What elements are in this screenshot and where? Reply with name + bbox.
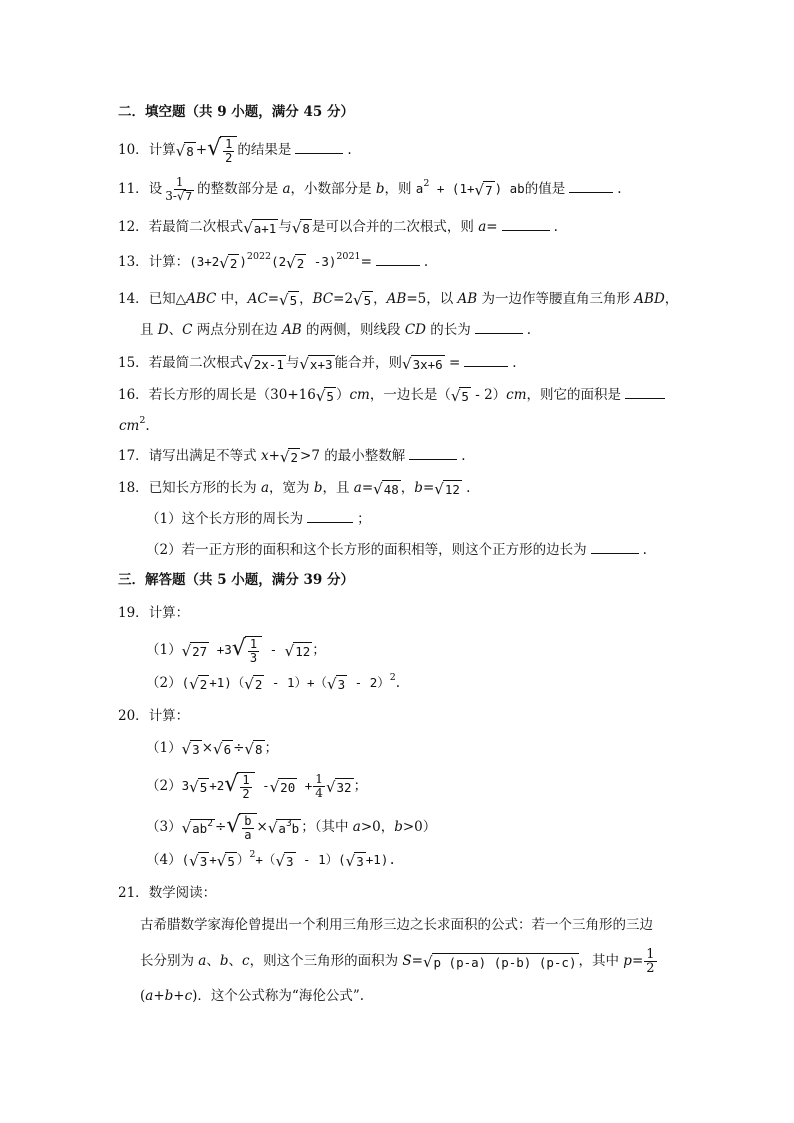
period: . [642,542,647,558]
radical: √ 5 [279,290,298,309]
part-label: （1） [146,740,182,756]
question-21-line-3 [140,986,364,1006]
radical: √ 12 [434,479,460,498]
question-text: =2 [333,291,354,307]
radical: √ 5 [353,290,372,309]
radical: √ $\frac{1}{3}$ [232,636,262,665]
question-19 [118,603,189,623]
question-text: ， [299,291,313,307]
fraction: 1 3- √ 7 [165,175,193,203]
question-16-line-1 [118,385,669,405]
expression: ( [181,852,190,867]
question-14-line-2 [140,320,531,340]
question-20-part-2 [146,772,367,801]
question-number: 17． [118,448,149,464]
triangle-label: ABC [186,291,217,307]
radical: √ 2 [219,253,238,272]
variable-b: b [375,181,385,197]
unit-label: cm [506,387,527,403]
period: . [617,181,622,197]
question-text: 设 [148,181,163,197]
radical: √ 5 [315,386,334,405]
radical: √ 3 [327,674,346,693]
question-text: >0） [402,819,437,835]
point-label: C [182,322,193,338]
expression: + (1+ [429,181,475,196]
question-number: 21． [118,885,149,901]
expression: + [297,778,313,793]
punctuation: ； [357,511,371,527]
operator: = [267,291,280,307]
question-number: 15． [118,355,149,371]
question-text: 的两侧，则线段 [301,322,405,338]
question-number: 12． [118,219,149,235]
period: . [526,322,532,338]
operator: = [422,480,435,496]
part-label: （3） [146,819,182,835]
answer-blank[interactable] [502,218,550,231]
radical: √ 27 [181,641,208,660]
fraction: $\frac{1}{3}$ [249,637,258,665]
segment-label: BC [312,291,334,307]
question-number: 19． [118,605,149,621]
expression: - 1）+（ [264,675,328,690]
question-text: 若长方形的周长是（30+16 [148,387,316,403]
variable-p: p [623,953,632,969]
question-text: ，则 [384,181,416,197]
question-text: >0， [360,819,395,835]
exponent: 2022 [246,251,272,262]
segment-label: AC [247,291,268,307]
radical: √ 3 [275,851,294,870]
radical: √ $\frac{b}{a}$ [226,813,256,842]
variable-b: b [414,480,423,496]
question-13 [118,252,428,272]
question-text: ，且 [322,480,354,496]
question-text: ，一边长是（ [369,387,451,403]
question-12 [118,217,558,237]
variable-a: a [352,819,361,835]
period: . [395,675,401,691]
radical: √ 2 [279,447,299,466]
question-text: 已知△ [148,291,187,307]
expression: +1)（ [209,675,245,690]
segment-label: AB [457,291,478,307]
answer-blank[interactable] [475,321,523,334]
radical: √ 2 [244,674,263,693]
radical: √ 5 [216,851,235,870]
question-21-line-1: 古希腊数学家海伦曾提出一个利用三角形三边之长求面积的公式：若一个三角形的三边 [140,917,653,933]
question-text: )．这个公式称为“海伦公式”. [192,988,365,1004]
question-text: 两点分别在边 [192,322,283,338]
radical: √ 2x-1 [243,354,284,373]
radical: √ 2 [286,253,305,272]
operator: + [195,142,208,158]
question-number: 14． [118,291,149,307]
exponent: 2 [423,178,430,189]
expression: 3 [181,778,190,793]
question-15 [118,353,517,373]
expression: -3) [306,254,337,269]
radical: √ 5 [450,386,469,405]
question-text: 计算： [148,254,190,270]
expression: + [209,852,217,867]
exponent: 2021 [336,251,361,262]
point-label: D [157,322,169,338]
question-text: ，小数部分是 [290,181,376,197]
expression: a [415,181,424,196]
unit-label: cm [119,418,140,434]
radical: √ 32 [325,777,352,796]
period: . [512,355,517,371]
operator: = [411,953,423,969]
question-text: 长分别为 [140,953,199,969]
question-text: 的整数部分是 [197,181,283,197]
question-text: ） [335,387,350,403]
question-text: - 2） [470,387,507,403]
expression: - [254,778,270,793]
radical: √ $\frac{1}{2}$ [207,136,237,165]
expression: ) ab [494,181,525,196]
operator: = [486,219,498,235]
question-18-part-1 [146,509,371,529]
expression: ） [236,852,250,867]
punctuation: 、 [228,953,243,969]
answer-blank[interactable] [591,541,639,554]
variable-a: a [478,219,487,235]
expression: - 2） [347,675,390,690]
question-text: 已知长方形的长为 [148,480,261,496]
question-text: 请写出满足不等式 [148,448,261,464]
radical: √ $ab^2$ [181,817,213,837]
expression: - 1）( [295,852,346,867]
question-18 [118,478,470,498]
question-text: =5，以 [406,291,458,307]
question-text: ， [373,291,387,307]
operator: = [631,953,644,969]
radical: √ 3 [181,739,200,758]
section-heading-fill-blank: 二．填空题（共 9 小题，满分 45 分） [118,104,354,120]
question-text: 的值是 [524,181,566,197]
answer-blank[interactable] [409,447,457,460]
period: . [461,480,471,496]
question-11 [118,176,622,203]
period: . [423,254,429,270]
question-16-line-2 [119,416,150,436]
punctuation: ； [264,740,278,756]
question-text: ；（其中 [301,819,353,835]
answer-blank[interactable] [569,180,613,193]
radical: √ 8 [291,218,310,237]
question-number: 13． [118,254,149,270]
segment-label: CD [404,322,426,338]
part-label: （2） [146,675,182,691]
question-20-part-4 [146,850,396,870]
question-21-line-2 [140,948,658,975]
fraction: $\frac{1}{2}$ [646,947,655,976]
answer-blank[interactable] [376,253,420,266]
period: . [461,448,466,464]
radical: √ 12 [284,641,311,660]
radical: √ $a^3b$ [267,817,300,837]
period: . [145,418,150,434]
question-text: ，则它的面积是 [526,387,622,403]
variable-a: a [198,953,207,969]
question-text: 是可以合并的二次根式，则 [311,219,479,235]
question-number: 18． [118,480,149,496]
question-10 [118,136,352,165]
variable-s: S [402,953,412,969]
operator: = [360,254,372,270]
operator: × [201,740,213,756]
question-text: 数学阅读： [148,885,217,901]
question-number: 11． [118,181,149,197]
fraction: $\frac{1}{4}$ [315,772,323,800]
fraction: $\frac{1}{2}$ [242,773,250,801]
expression: ( [181,675,190,690]
radical: √ 5 [189,777,208,796]
question-text: 的长为 [425,322,471,338]
variable-b: b [219,953,229,969]
radical: √ 3 [189,851,208,870]
operator: ÷ [214,819,227,835]
question-21 [118,883,216,903]
question-text: 为一边作等腰直角三角形 [477,291,635,307]
punctuation: 、 [206,953,220,969]
question-text: （1）这个长方形的周长为 [146,511,304,527]
question-text: 能合并，则 [334,355,402,371]
radical: √ 3x+6 [402,354,443,373]
expression: +2 [209,778,225,793]
question-text: 与 [285,355,300,371]
radical: √ 48 [373,479,399,498]
section-heading-solutions: 三．解答题（共 5 小题，满分 39 分） [118,572,354,588]
segment-label: AB [386,291,407,307]
unit-label: cm [349,387,370,403]
expression: a+b+c [145,988,193,1004]
question-text: 若最简二次根式 [148,219,244,235]
part-label: （2） [146,778,182,794]
heron-radical: √ p (p-a) (p-b) (p-c) [422,952,577,971]
radical: √ a+1 [243,218,277,237]
part-label: （4） [146,852,182,868]
question-19-part-1 [146,636,326,665]
exponent: 2 [139,415,146,426]
question-19-part-2 [146,673,400,693]
expression: +（ [255,852,276,867]
radical: √ $\frac{1}{2}$ [224,772,254,801]
question-20-part-1 [146,738,278,758]
answer-blank[interactable] [464,354,508,367]
fraction: $\frac{b}{a}$ [244,814,252,842]
radical: √ 6 [213,739,232,758]
expression: - [262,642,285,657]
question-text: （2）若一正方形的面积和这个长方形的面积相等，则这个正方形的边长为 [146,542,587,558]
question-text: 计算： [148,605,190,621]
question-text: 若最简二次根式 [148,355,244,371]
operator: ÷ [233,740,245,756]
question-number: 10． [118,142,149,158]
question-20-part-3 [146,813,436,842]
question-text: 计算： [148,708,190,724]
answer-blank[interactable] [625,386,665,399]
triangle-label: ABD [634,291,665,307]
question-text: >7 的最小整数解 [300,448,406,464]
segment-label: AB [282,322,302,338]
radical: √ 8 [175,141,194,160]
expression: (2 [271,254,287,269]
punctuation: ； [353,778,368,794]
period: . [553,219,558,235]
question-text: ， [664,291,679,307]
question-text: ，宽为 [269,480,314,496]
question-14-line-1 [118,289,678,309]
radical: √ x+3 [299,354,333,373]
operator: = [361,480,374,496]
variable-b: b [394,819,403,835]
question-text: 中， [216,291,248,307]
question-text: 计算 [148,142,176,158]
question-text: 与 [278,219,292,235]
question-text: ， [400,480,415,496]
expression: +1). [365,852,396,867]
question-text: 的结果是 [237,142,292,158]
answer-blank[interactable] [295,141,343,154]
radical: √ 3 [345,851,364,870]
radical: √ 2 [189,674,208,693]
exponent: 2 [249,849,256,860]
variable-a: a [282,181,291,197]
answer-blank[interactable] [307,510,353,523]
radical: √ 7 [474,180,493,199]
punctuation: ( [140,988,146,1004]
fraction: $\frac{1}{2}$ [225,137,233,165]
expression: (3+2 [189,254,220,269]
variable-a: a [353,480,362,496]
question-20 [118,706,189,726]
variable-x: x [260,448,269,464]
question-text: ，其中 [578,953,624,969]
expression: +3 [209,642,232,657]
question-text: ，则这个三角形的面积为 [249,953,403,969]
punctuation: ； [312,642,326,658]
expression: ) [239,254,247,269]
question-text: 、 [168,322,183,338]
variable-b: b [313,480,323,496]
exponent: 2 [389,672,396,683]
radical: √ 20 [269,777,296,796]
radical: √ 8 [244,739,263,758]
question-text: 且 [140,322,158,338]
variable-c: c [242,953,250,969]
operator: + [268,448,280,464]
question-number: 20． [118,708,149,724]
operator: = [444,355,461,371]
question-18-part-2 [146,540,647,560]
period: . [347,142,352,158]
question-number: 16． [118,387,149,403]
question-17 [118,446,466,466]
part-label: （1） [146,642,182,658]
variable-a: a [260,480,270,496]
operator: × [256,819,268,835]
